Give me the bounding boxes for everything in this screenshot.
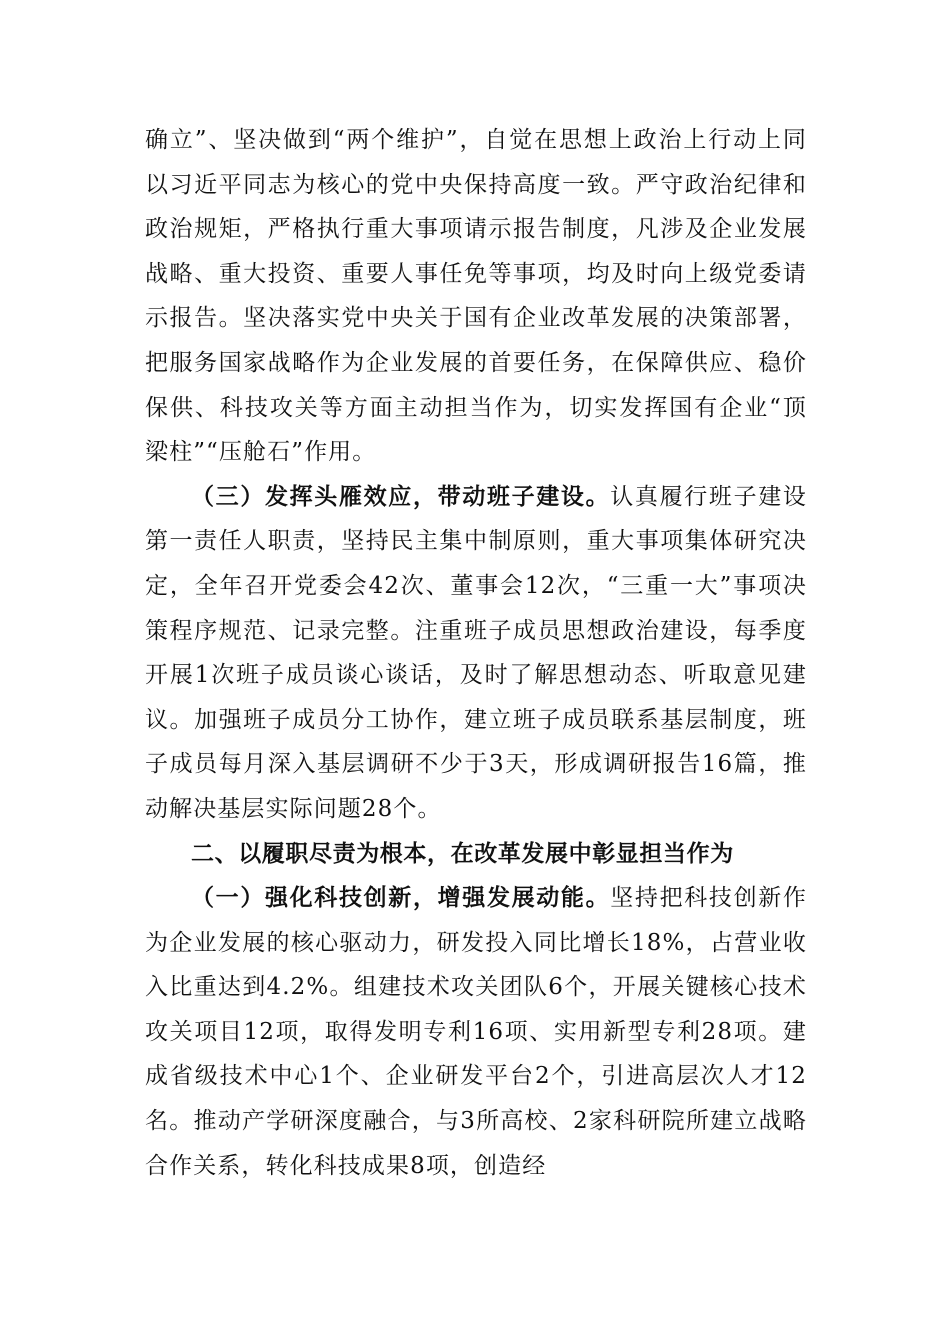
paragraph-team-building [145,475,807,832]
section-lead-team-building: （三）发挥头雁效应，带动班子建设。 [191,483,611,510]
paragraph-tech-innovation-body: 坚持把科技创新作为企业发展的核心驱动力，研发投入同比增长18%，占营业收入比重达到4.2%。组建技术攻关团队6个，开展关键核心技术攻关项目12项，取得发明专利16项、实用新型专利28项。建成省级技术中心1个、企业研发平台2个，引进高层次人才12名。推动产学研深度融合，与3所高校、2家科研院所建立战略合作关系，转化科技成果8项，创造经 [145,885,807,1179]
paragraph-team-building-body: 认真履行班子建设第一责任人职责，坚持民主集中制原则，重大事项集体研究决定，全年召开党委会42次、董事会12次，“三重一大”事项决策程序规范、记录完整。注重班子成员思想政治建设，每季度开展1次班子成员谈心谈话，及时了解思想动态、听取意见建议。加强班子成员分工协作，建立班子成员联系基层制度，班子成员每月深入基层调研不少于3天，形成调研报告16篇，推动解决基层实际问题28个。 [145,483,807,822]
document-page [145,118,807,1188]
section-lead-tech-innovation: （一）强化科技创新，增强发展动能。 [191,885,611,912]
paragraph-political-loyalty: 确立”、坚决做到“两个维护”，自觉在思想上政治上行动上同以习近平同志为核心的党中央保持高度一致。严守政治纪律和政治规矩，严格执行重大事项请示报告制度，凡涉及企业发展战略、重大投资、重要人事任免等事项，均及时向上级党委请示报告。坚决落实党中央关于国有企业改革发展的决策部署，把服务国家战略作为企业发展的首要任务，在保障供应、稳价保供、科技攻关等方面主动担当作为，切实发挥国有企业“顶梁柱”“压舱石”作用。 [145,127,807,466]
paragraph-tech-innovation [145,876,807,1188]
section-heading-2: 二、以履职尽责为根本，在改革发展中彰显担当作为 [191,840,734,867]
